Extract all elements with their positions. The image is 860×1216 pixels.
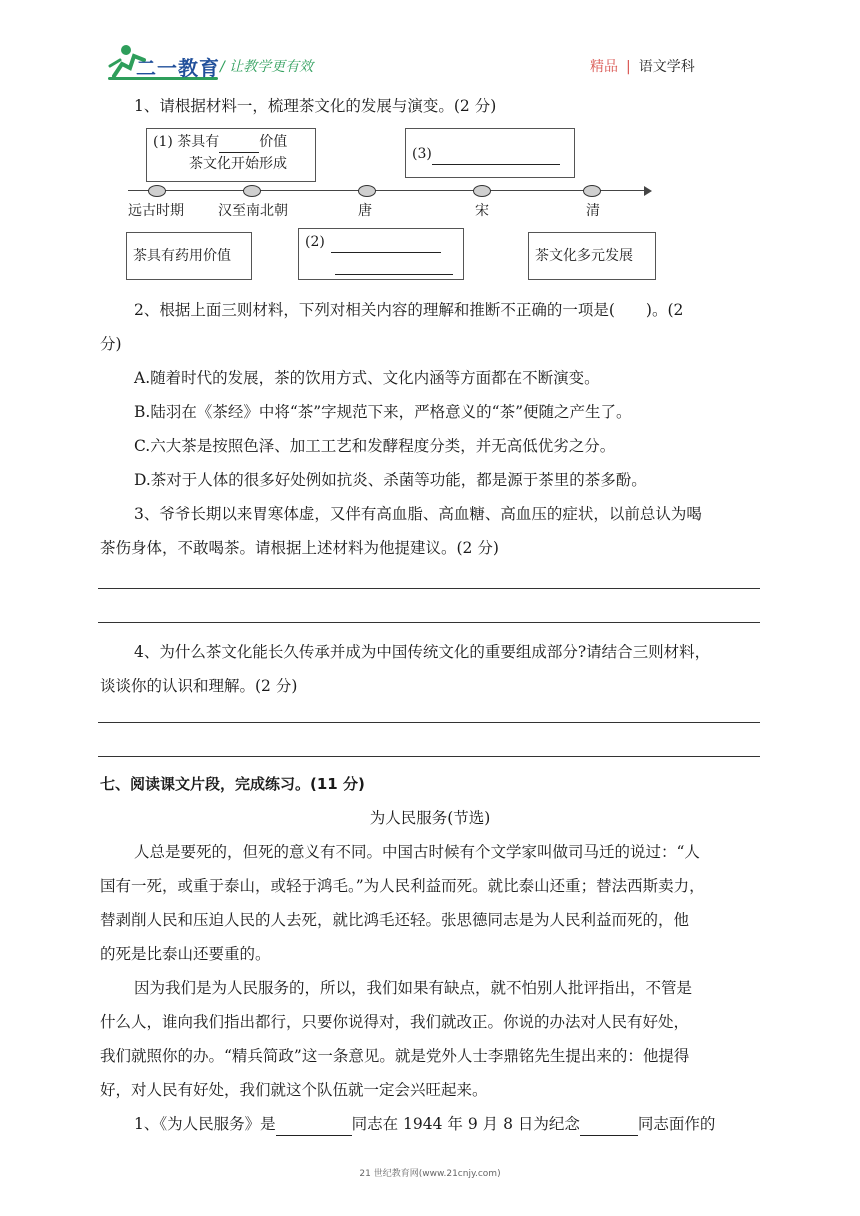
slogan: / 让教学更有效 <box>220 59 314 75</box>
option-d: D.茶对于人体的很多好处例如抗炎、杀菌等功能，都是源于茶里的茶多酚。 <box>134 471 647 489</box>
question-3-line-1: 3、爷爷长期以来胃寒体虚，又伴有高血脂、高血糖、高血压的症状，以前总认为喝 <box>134 505 702 523</box>
answer-blank[interactable] <box>276 1135 352 1136</box>
section-7-heading: 七、阅读课文片段，完成练习。(11 分) <box>100 775 365 793</box>
era-label: 宋 <box>475 203 489 219</box>
timeline-box-1 <box>146 128 316 182</box>
passage-p1-line: 的死是比泰山还要重的。 <box>100 945 271 963</box>
era-label: 远古时期 <box>128 203 184 219</box>
page-header <box>0 0 860 90</box>
q1-text-post: 同志面作的 <box>637 1115 716 1133</box>
box3-label: (3) <box>412 146 432 162</box>
passage-title: 为人民服务(节选) <box>369 809 491 827</box>
passage-p1-line: 替剥削人民和压迫人民的人去死，就比鸿毛还轻。张思德同志是为人民利益而死的，他 <box>100 911 690 929</box>
passage-p2-line: 好，对人民有好处，我们就这个队伍就一定会兴旺起来。 <box>100 1081 488 1099</box>
passage-p2-line: 什么人，谁向我们指出都行，只要你说得对，我们就改正。你说的办法对人民有好处， <box>100 1013 690 1031</box>
passage-p2-line: 我们就照你的办。“精兵简政”这一条意见。就是党外人士李鼎铭先生提出来的：他提得 <box>100 1047 690 1065</box>
era-label: 清 <box>586 203 600 219</box>
tag-primary: 精品 <box>590 59 618 75</box>
answer-line[interactable] <box>98 622 760 623</box>
header-tags: 精品 | 语文学科 <box>590 59 695 75</box>
answer-line[interactable] <box>98 588 760 589</box>
timeline-dot <box>473 185 491 197</box>
timeline-box-3 <box>405 128 575 178</box>
box1-text-post: 价值 <box>259 134 288 150</box>
question-2-line-1: 2、根据上面三则材料，下列对相关内容的理解和推断不正确的一项是( )。(2 <box>134 301 684 319</box>
tag-secondary: 语文学科 <box>638 59 695 75</box>
timeline-dot <box>358 185 376 197</box>
question-4-line-2: 谈谈你的认识和理解。(2 分) <box>100 677 298 695</box>
era-label: 汉至南北朝 <box>218 203 288 219</box>
timeline-box-late: 茶文化多元发展 <box>528 232 656 280</box>
box2-label: (2) <box>305 234 325 250</box>
page-footer: 21 世纪教育网(www.21cnjy.com) <box>359 1169 501 1179</box>
question-3-line-2: 茶伤身体，不敢喝茶。请根据上述材料为他提建议。(2 分) <box>100 539 499 557</box>
section-7-question-1 <box>134 1112 715 1136</box>
timeline-box-2 <box>298 228 464 280</box>
box1-text-pre: (1) 茶具有 <box>153 134 220 150</box>
era-label: 唐 <box>358 203 372 219</box>
timeline-dot <box>148 185 166 197</box>
q1-text-mid: 同志在 1944 年 9 月 8 日为纪念 <box>351 1115 580 1133</box>
option-a: A.随着时代的发展，茶的饮用方式、文化内涵等方面都在不断演变。 <box>134 369 600 387</box>
answer-line[interactable] <box>98 756 760 757</box>
option-c: C.六大茶是按照色泽、加工工艺和发酵程度分类，并无高低优劣之分。 <box>134 437 616 455</box>
answer-blank[interactable] <box>432 164 560 165</box>
answer-blank[interactable] <box>335 274 453 275</box>
box1-text-line2: 茶文化开始形成 <box>189 156 287 172</box>
timeline-axis <box>128 190 648 191</box>
question-2-line-2: 分) <box>100 335 122 353</box>
answer-blank[interactable] <box>580 1135 638 1136</box>
passage-p1-line: 人总是要死的，但死的意义有不同。中国古时候有个文学家叫做司马迁的说过：“人 <box>134 843 700 861</box>
timeline-box-early: 茶具有药用价值 <box>126 232 252 280</box>
passage-p2-line: 因为我们是为人民服务的，所以，我们如果有缺点，就不怕别人批评指出，不管是 <box>134 979 693 997</box>
option-b: B.陆羽在《茶经》中将“茶”字规范下来，严格意义的“茶”便随之产生了。 <box>134 403 632 421</box>
q1-text-pre: 1、《为人民服务》是 <box>134 1115 276 1133</box>
question-1: 1、请根据材料一，梳理茶文化的发展与演变。(2 分) <box>134 97 497 115</box>
passage-p1-line: 国有一死，或重于泰山，或轻于鸿毛。”为人民利益而死。就比泰山还重；替法西斯卖力， <box>100 877 705 895</box>
tea-culture-timeline <box>122 122 682 284</box>
question-4-line-1: 4、为什么茶文化能长久传承并成为中国传统文化的重要组成部分?请结合三则材料， <box>134 643 711 661</box>
answer-blank[interactable] <box>219 152 259 153</box>
answer-blank[interactable] <box>331 252 441 253</box>
timeline-dot <box>583 185 601 197</box>
answer-line[interactable] <box>98 722 760 723</box>
timeline-arrow-icon <box>644 186 652 196</box>
timeline-dot <box>243 185 261 197</box>
logo-text: 二一教育 <box>136 56 220 80</box>
